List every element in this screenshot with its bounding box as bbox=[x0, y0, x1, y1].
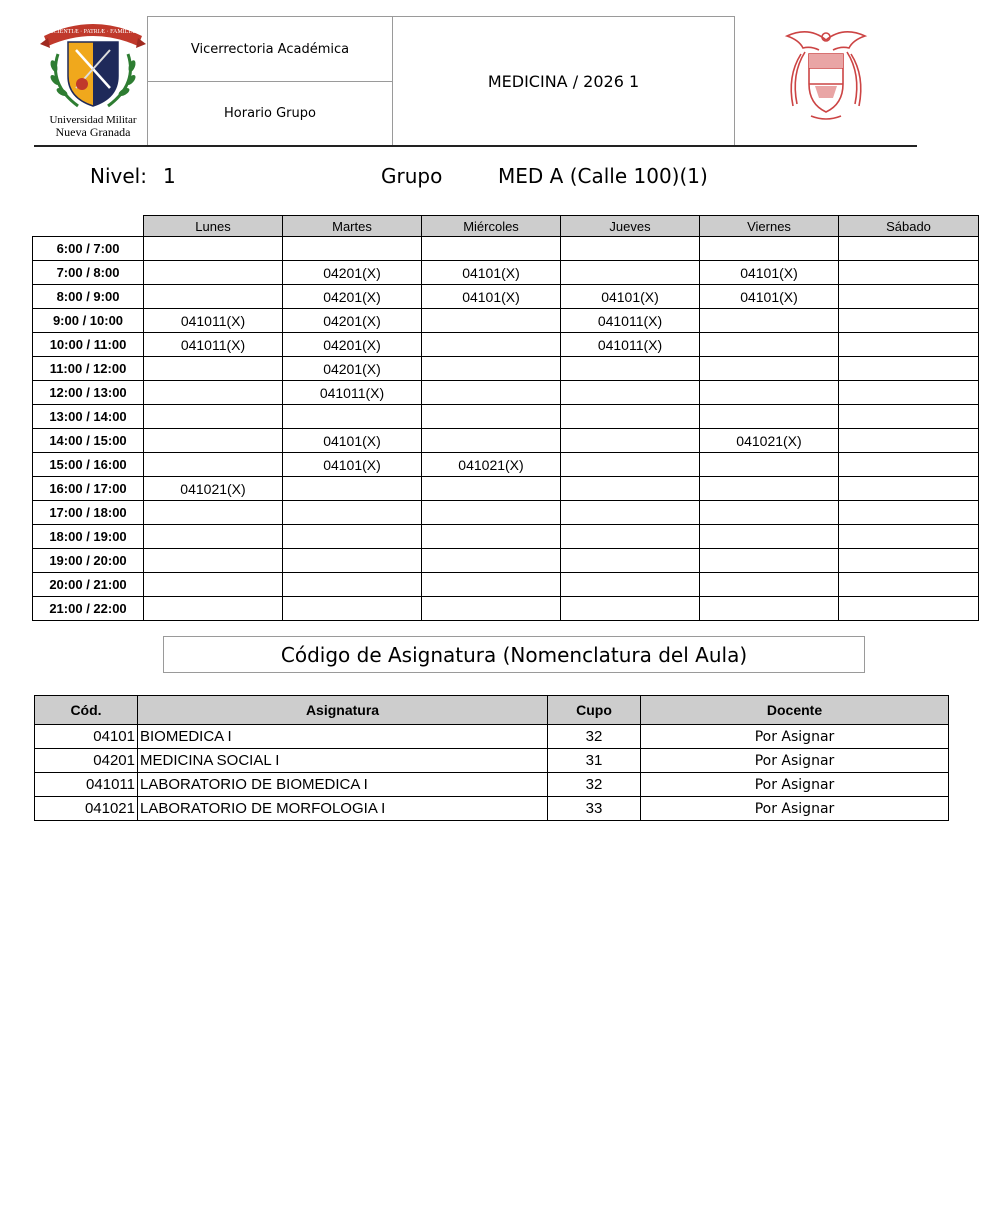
schedule-cell bbox=[144, 549, 283, 573]
grupo-value: MED A (Calle 100)(1) bbox=[498, 164, 708, 188]
schedule-cell bbox=[839, 453, 979, 477]
schedule-row bbox=[33, 477, 979, 501]
subject-code: 041011 bbox=[35, 773, 138, 797]
day-header-miercoles: Miércoles bbox=[422, 216, 561, 237]
schedule-cell bbox=[839, 285, 979, 309]
schedule-cell bbox=[144, 573, 283, 597]
schedule-row bbox=[33, 309, 979, 333]
subject-teacher: Por Asignar bbox=[641, 749, 949, 773]
schedule-corner bbox=[33, 216, 144, 237]
time-slot-label: 10:00 / 11:00 bbox=[33, 333, 144, 357]
schedule-cell bbox=[561, 429, 700, 453]
time-slot-label: 12:00 / 13:00 bbox=[33, 381, 144, 405]
schedule-row bbox=[33, 453, 979, 477]
time-slot-label: 11:00 / 12:00 bbox=[33, 357, 144, 381]
time-slot-label: 9:00 / 10:00 bbox=[33, 309, 144, 333]
schedule-cell bbox=[144, 285, 283, 309]
schedule-cell bbox=[839, 237, 979, 261]
subject-capacity: 31 bbox=[548, 749, 641, 773]
day-header-sabado: Sábado bbox=[839, 216, 979, 237]
schedule-row bbox=[33, 525, 979, 549]
schedule-cell bbox=[283, 237, 422, 261]
schedule-cell bbox=[561, 357, 700, 381]
schedule-table bbox=[32, 215, 979, 621]
schedule-cell bbox=[422, 309, 561, 333]
crest-motto: SCIENTIÆ · PATRIÆ · FAMILIÆ bbox=[50, 29, 136, 35]
schedule-row bbox=[33, 261, 979, 285]
schedule-row bbox=[33, 501, 979, 525]
col-header-docente: Docente bbox=[641, 696, 949, 725]
subject-code: 041021 bbox=[35, 797, 138, 821]
schedule-cell bbox=[283, 549, 422, 573]
schedule-row bbox=[33, 381, 979, 405]
time-slot-label: 21:00 / 22:00 bbox=[33, 597, 144, 621]
subject-name: LABORATORIO DE BIOMEDICA I bbox=[138, 773, 548, 797]
schedule-cell: 04101(X) bbox=[283, 453, 422, 477]
schedule-cell bbox=[700, 477, 839, 501]
legend-box: Código de Asignatura (Nomenclatura del Aula) bbox=[163, 636, 865, 673]
col-header-cupo: Cupo bbox=[548, 696, 641, 725]
time-slot-label: 16:00 / 17:00 bbox=[33, 477, 144, 501]
schedule-cell bbox=[839, 261, 979, 285]
schedule-row bbox=[33, 237, 979, 261]
schedule-cell bbox=[144, 597, 283, 621]
schedule-cell bbox=[422, 597, 561, 621]
schedule-cell bbox=[422, 429, 561, 453]
schedule-cell bbox=[700, 549, 839, 573]
schedule-cell: 04101(X) bbox=[422, 285, 561, 309]
crest-icon bbox=[38, 14, 148, 114]
schedule-cell bbox=[700, 573, 839, 597]
schedule-cell: 04101(X) bbox=[283, 429, 422, 453]
time-slot-label: 20:00 / 21:00 bbox=[33, 573, 144, 597]
schedule-cell: 04201(X) bbox=[283, 285, 422, 309]
schedule-row bbox=[33, 357, 979, 381]
schedule-cell bbox=[283, 405, 422, 429]
schedule-cell bbox=[422, 405, 561, 429]
nivel-label: Nivel: bbox=[90, 164, 147, 188]
schedule-cell bbox=[422, 549, 561, 573]
schedule-cell bbox=[144, 357, 283, 381]
schedule-cell bbox=[561, 549, 700, 573]
schedule-cell bbox=[283, 597, 422, 621]
schedule-cell bbox=[700, 237, 839, 261]
schedule-cell bbox=[700, 333, 839, 357]
schedule-cell bbox=[561, 261, 700, 285]
grupo-label: Grupo bbox=[381, 164, 443, 188]
schedule-cell bbox=[422, 501, 561, 525]
time-slot-label: 18:00 / 19:00 bbox=[33, 525, 144, 549]
schedule-row bbox=[33, 285, 979, 309]
nivel-value: 1 bbox=[163, 164, 176, 188]
time-slot-label: 17:00 / 18:00 bbox=[33, 501, 144, 525]
schedule-cell bbox=[422, 357, 561, 381]
time-slot-label: 7:00 / 8:00 bbox=[33, 261, 144, 285]
schedule-cell bbox=[561, 573, 700, 597]
schedule-cell: 04201(X) bbox=[283, 261, 422, 285]
time-slot-label: 15:00 / 16:00 bbox=[33, 453, 144, 477]
subject-teacher: Por Asignar bbox=[641, 797, 949, 821]
schedule-cell bbox=[839, 429, 979, 453]
schedule-cell bbox=[561, 237, 700, 261]
schedule-cell bbox=[144, 405, 283, 429]
subject-capacity: 32 bbox=[548, 773, 641, 797]
schedule-cell: 041011(X) bbox=[561, 309, 700, 333]
subject-capacity: 33 bbox=[548, 797, 641, 821]
subject-teacher: Por Asignar bbox=[641, 725, 949, 749]
schedule-cell: 041011(X) bbox=[283, 381, 422, 405]
day-header-martes: Martes bbox=[283, 216, 422, 237]
schedule-row bbox=[33, 597, 979, 621]
time-slot-label: 19:00 / 20:00 bbox=[33, 549, 144, 573]
subjects-table bbox=[34, 695, 949, 821]
vicerrectoria-label: Vicerrectoria Académica bbox=[148, 17, 392, 82]
schedule-cell bbox=[839, 549, 979, 573]
schedule-cell bbox=[561, 477, 700, 501]
schedule-cell: 041021(X) bbox=[144, 477, 283, 501]
subject-code: 04101 bbox=[35, 725, 138, 749]
schedule-cell bbox=[839, 597, 979, 621]
university-name-line1: Universidad Militar bbox=[49, 114, 137, 126]
schedule-header-row bbox=[33, 216, 979, 237]
time-slot-label: 6:00 / 7:00 bbox=[33, 237, 144, 261]
schedule-cell: 04101(X) bbox=[700, 261, 839, 285]
subject-row bbox=[35, 749, 949, 773]
subject-row bbox=[35, 797, 949, 821]
schedule-cell bbox=[283, 477, 422, 501]
schedule-cell bbox=[144, 429, 283, 453]
header-rule bbox=[34, 145, 917, 147]
subject-code: 04201 bbox=[35, 749, 138, 773]
university-logo bbox=[38, 14, 148, 142]
time-slot-label: 13:00 / 14:00 bbox=[33, 405, 144, 429]
schedule-cell: 041011(X) bbox=[561, 333, 700, 357]
schedule-cell bbox=[839, 525, 979, 549]
schedule-cell: 04101(X) bbox=[561, 285, 700, 309]
document-type-label: Horario Grupo bbox=[224, 106, 316, 121]
time-slot-label: 14:00 / 15:00 bbox=[33, 429, 144, 453]
schedule-cell bbox=[422, 381, 561, 405]
header-box bbox=[147, 16, 735, 146]
col-header-asignatura: Asignatura bbox=[138, 696, 548, 725]
schedule-row bbox=[33, 573, 979, 597]
schedule-cell: 04201(X) bbox=[283, 333, 422, 357]
coat-of-arms-icon bbox=[781, 24, 871, 122]
schedule-row bbox=[33, 405, 979, 429]
day-header-viernes: Viernes bbox=[700, 216, 839, 237]
subjects-header-row bbox=[35, 696, 949, 725]
schedule-cell: 041011(X) bbox=[144, 309, 283, 333]
schedule-cell bbox=[839, 381, 979, 405]
schedule-cell bbox=[561, 381, 700, 405]
schedule-cell bbox=[144, 501, 283, 525]
schedule-cell bbox=[700, 597, 839, 621]
subject-capacity: 32 bbox=[548, 725, 641, 749]
schedule-cell: 04101(X) bbox=[700, 285, 839, 309]
subject-name: MEDICINA SOCIAL I bbox=[138, 749, 548, 773]
schedule-cell bbox=[839, 477, 979, 501]
schedule-cell bbox=[839, 573, 979, 597]
schedule-cell bbox=[839, 501, 979, 525]
schedule-cell bbox=[700, 453, 839, 477]
time-slot-label: 8:00 / 9:00 bbox=[33, 285, 144, 309]
schedule-cell bbox=[422, 477, 561, 501]
schedule-cell bbox=[144, 453, 283, 477]
schedule-cell bbox=[839, 357, 979, 381]
schedule-cell bbox=[700, 501, 839, 525]
subject-row bbox=[35, 773, 949, 797]
schedule-cell: 041011(X) bbox=[144, 333, 283, 357]
program-title: MEDICINA / 2026 1 bbox=[487, 71, 640, 91]
schedule-cell bbox=[561, 597, 700, 621]
col-header-cod: Cód. bbox=[35, 696, 138, 725]
schedule-row bbox=[33, 333, 979, 357]
coat-of-arms bbox=[781, 24, 871, 122]
schedule-cell bbox=[700, 309, 839, 333]
schedule-cell bbox=[283, 501, 422, 525]
schedule-cell bbox=[700, 525, 839, 549]
schedule-cell bbox=[839, 309, 979, 333]
schedule-cell bbox=[422, 525, 561, 549]
schedule-cell bbox=[283, 525, 422, 549]
schedule-cell bbox=[561, 453, 700, 477]
university-name-line2: Nueva Granada bbox=[55, 125, 131, 139]
schedule-cell bbox=[144, 237, 283, 261]
schedule-cell: 04201(X) bbox=[283, 309, 422, 333]
schedule-cell bbox=[839, 333, 979, 357]
schedule-cell bbox=[144, 381, 283, 405]
schedule-cell: 04101(X) bbox=[422, 261, 561, 285]
schedule-cell bbox=[700, 357, 839, 381]
subject-name: LABORATORIO DE MORFOLOGIA I bbox=[138, 797, 548, 821]
schedule-cell: 04201(X) bbox=[283, 357, 422, 381]
schedule-cell: 041021(X) bbox=[700, 429, 839, 453]
schedule-cell bbox=[561, 525, 700, 549]
schedule-row bbox=[33, 549, 979, 573]
day-header-jueves: Jueves bbox=[561, 216, 700, 237]
schedule-cell bbox=[561, 501, 700, 525]
schedule-cell bbox=[561, 405, 700, 429]
schedule-cell: 041021(X) bbox=[422, 453, 561, 477]
schedule-cell bbox=[422, 333, 561, 357]
schedule-cell bbox=[839, 405, 979, 429]
schedule-row bbox=[33, 429, 979, 453]
schedule-cell bbox=[700, 405, 839, 429]
subject-teacher: Por Asignar bbox=[641, 773, 949, 797]
schedule-cell bbox=[422, 573, 561, 597]
day-header-lunes: Lunes bbox=[144, 216, 283, 237]
schedule-cell bbox=[144, 261, 283, 285]
schedule-cell bbox=[283, 573, 422, 597]
schedule-cell bbox=[700, 381, 839, 405]
subject-row bbox=[35, 725, 949, 749]
subject-name: BIOMEDICA I bbox=[138, 725, 548, 749]
schedule-cell bbox=[144, 525, 283, 549]
schedule-cell bbox=[422, 237, 561, 261]
